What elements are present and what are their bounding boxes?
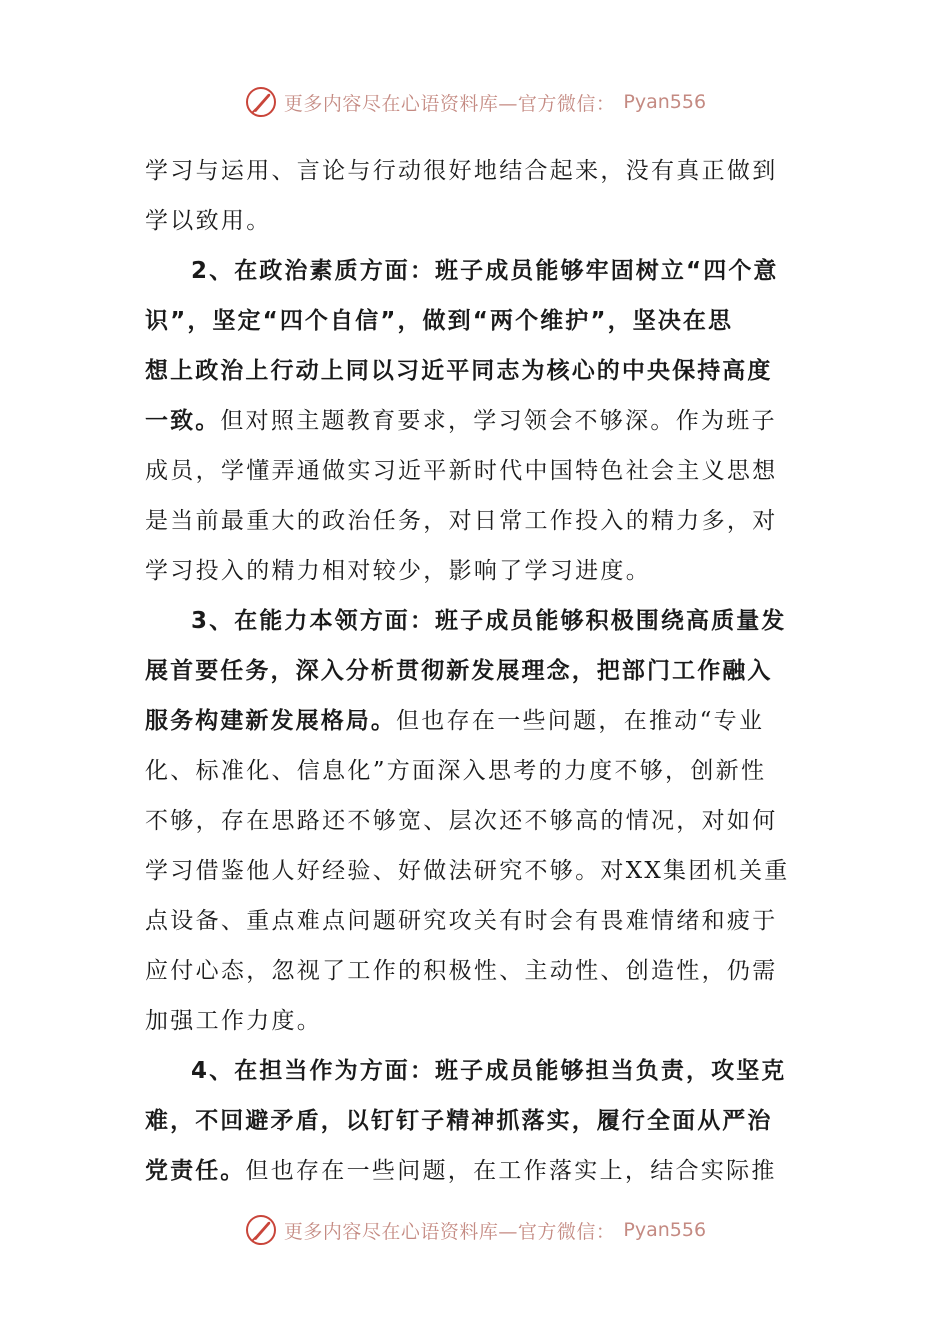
watermark-text: 更多内容尽在心语资料库—官方微信： <box>283 92 616 115</box>
text-line <box>145 796 805 846</box>
text-segment: 学以致用。 <box>145 208 272 234</box>
text-line <box>145 596 805 646</box>
bold-text-segment: 想上政治上行动上同以习近平同志为核心的中央保持高度 <box>145 358 773 384</box>
text-segment: 应付心态，忽视了工作的积极性、主动性、创造性，仍需 <box>145 958 778 984</box>
text-line <box>145 496 805 546</box>
text-segment: 不够，存在思路还不够宽、层次还不够高的情况，对如何 <box>145 808 778 834</box>
text-segment: 加强工作力度。 <box>145 1008 323 1034</box>
watermark-header <box>0 82 950 122</box>
text-line <box>145 746 805 796</box>
text-line <box>145 896 805 946</box>
text-line <box>145 646 805 696</box>
text-line <box>145 946 805 996</box>
text-line <box>145 696 805 746</box>
quill-logo-icon <box>244 1213 278 1247</box>
text-segment: 学习借鉴他人好经验、好做法研究不够。对XX集团机关重 <box>145 858 790 884</box>
text-segment: 学习投入的精力相对较少，影响了学习进度。 <box>145 558 651 584</box>
text-line <box>145 1146 805 1196</box>
text-line <box>145 996 805 1046</box>
text-segment: 但也存在一些问题，在推动“专业 <box>396 708 765 734</box>
watermark-wechat-id: Pyan556 <box>623 91 707 113</box>
text-segment: 成员，学懂弄通做实习近平新时代中国特色社会主义思想 <box>145 458 778 484</box>
document-body <box>145 146 805 1196</box>
text-segment: 是当前最重大的政治任务，对日常工作投入的精力多，对 <box>145 508 778 534</box>
bold-text-segment: 4、在担当作为方面：班子成员能够担当负责，攻坚克 <box>191 1058 787 1084</box>
text-line <box>145 396 805 446</box>
watermark-wechat-id: Pyan556 <box>623 1219 707 1241</box>
text-line <box>145 346 805 396</box>
bold-text-segment: 服务构建新发展格局。 <box>145 708 396 734</box>
text-line <box>145 296 805 346</box>
bold-text-segment: 党责任。 <box>145 1158 246 1184</box>
text-segment: 学习与运用、言论与行动很好地结合起来，没有真正做到 <box>145 158 778 184</box>
text-line <box>145 196 805 246</box>
bold-text-segment: 一致。 <box>145 408 221 434</box>
text-line <box>145 1096 805 1146</box>
bold-text-segment: 3、在能力本领方面：班子成员能够积极围绕高质量发 <box>191 608 787 634</box>
watermark-footer <box>0 1210 950 1250</box>
watermark-text: 更多内容尽在心语资料库—官方微信： <box>283 1220 616 1243</box>
text-segment: 但也存在一些问题，在工作落实上，结合实际推 <box>245 1158 777 1184</box>
bold-text-segment: 难，不回避矛盾，以钉钉子精神抓落实，履行全面从严治 <box>145 1108 773 1134</box>
text-line <box>145 546 805 596</box>
text-line <box>145 446 805 496</box>
bold-text-segment: 2、在政治素质方面：班子成员能够牢固树立“四个意 <box>191 258 779 284</box>
text-line <box>145 846 805 896</box>
quill-logo-icon <box>244 85 278 119</box>
text-line <box>145 146 805 196</box>
bold-text-segment: 识”，坚定“四个自信”，做到“两个维护”，坚决在思 <box>145 308 734 334</box>
text-segment: 但对照主题教育要求，学习领会不够深。作为班子 <box>220 408 777 434</box>
text-segment: 化、标准化、信息化”方面深入思考的力度不够，创新性 <box>145 758 767 784</box>
text-line <box>145 246 805 296</box>
text-line <box>145 1046 805 1096</box>
bold-text-segment: 展首要任务，深入分析贯彻新发展理念，把部门工作融入 <box>145 658 773 684</box>
text-segment: 点设备、重点难点问题研究攻关有时会有畏难情绪和疲于 <box>145 908 778 934</box>
